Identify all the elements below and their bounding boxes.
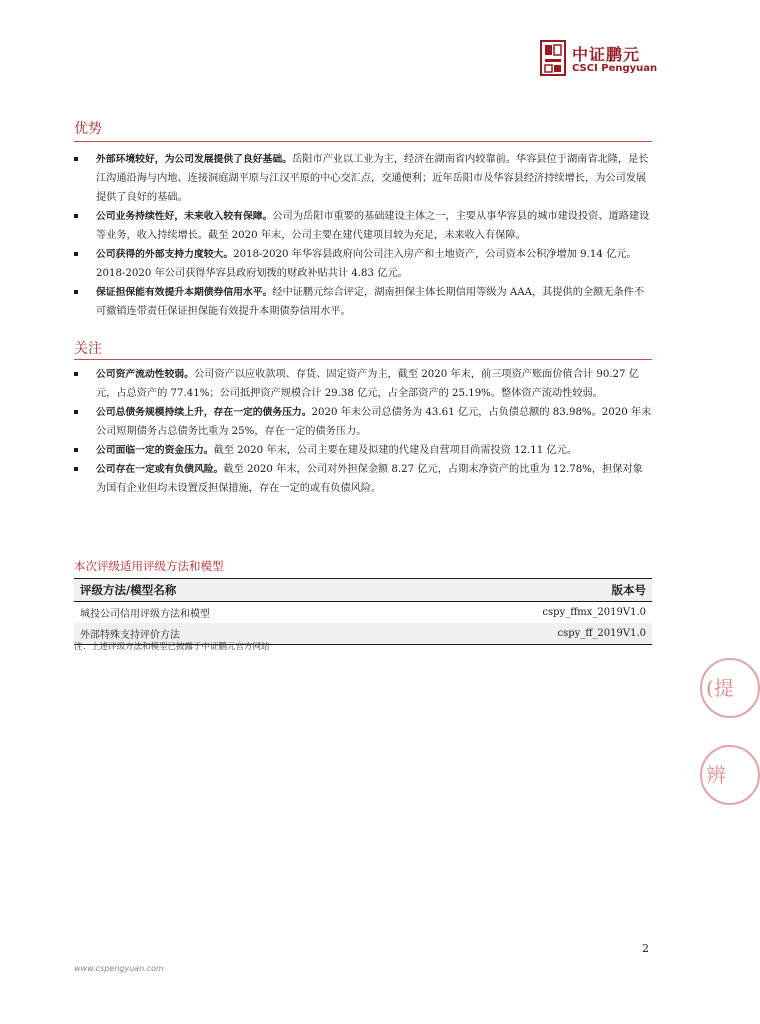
strengths-divider	[74, 141, 652, 142]
concerns-list	[74, 365, 652, 498]
list-item	[74, 283, 652, 321]
company-logo	[540, 40, 680, 80]
bullet-text: 经中证鹏元综合评定，湖南担保主体长期信用等级为 AAA，其提供的全额无条件不可撤销连带责任保证担保能有效提升本期债券信用水平。	[96, 287, 645, 317]
bullet-text: 2020 年末公司总债务为 43.61 亿元，占负债总额的 83.98%。2020 年末公司短期债务占总债务比重为 25%，存在一定的债务压力。	[96, 407, 652, 437]
logo-chinese-name: 中证鹏元	[572, 45, 641, 64]
bullet-text: 公司资产以应收款项、存货、固定资产为主，截至 2020 年末，前三项资产账面价值合计 90.27 亿元，占总资产的 77.41%；公司抵押资产规模合计 29.38 亿元，占全部资产的 25.19%。整体资产流动性较弱。	[96, 369, 639, 399]
method-version: cspy_ffmx_2019V1.0	[542, 607, 646, 618]
list-item	[74, 245, 652, 283]
footer-url: www.cspengyuan.com	[74, 964, 164, 973]
methods-header-row	[74, 579, 652, 602]
logo-english-name: CSCI Pengyuan	[572, 63, 658, 74]
strengths-heading: 优势	[74, 121, 102, 137]
seal-stamp-top: (提	[700, 658, 760, 718]
bullet-text: 截至 2020 年末，公司对外担保金额 8.27 亿元，占期末净资产的比重为 12.78%，担保对象为国有企业但均未设置反担保措施，存在一定的或有负债风险。	[96, 464, 643, 494]
concerns-heading: 关注	[74, 341, 102, 357]
col-method-name: 评级方法/模型名称	[74, 579, 393, 602]
methods-note: 注：上述评级方法和模型已披露于中证鹏元官方网站	[74, 642, 270, 652]
page-number: 2	[642, 942, 649, 955]
list-item	[74, 150, 652, 207]
logo-mark-icon	[540, 40, 566, 76]
bullet-lead: 保证担保能有效提升本期债券信用水平。	[96, 287, 273, 298]
table-row	[74, 602, 652, 624]
methods-table	[74, 578, 652, 645]
list-item	[74, 207, 652, 245]
bullet-lead: 外部环境较好，为公司发展提供了良好基础。	[96, 154, 292, 165]
method-name: 外部特殊支持评价方法	[74, 623, 393, 645]
bullet-lead: 公司面临一定的资金压力。	[96, 445, 214, 456]
bullet-lead: 公司存在一定或有负债风险。	[96, 464, 224, 475]
seal-stamp-bottom: 辨	[700, 745, 760, 805]
methods-heading: 本次评级适用评级方法和模型	[74, 559, 224, 573]
bullet-lead: 公司总债务规模持续上升，存在一定的债务压力。	[96, 407, 312, 418]
list-item	[74, 460, 652, 498]
concerns-divider	[74, 359, 652, 360]
list-item	[74, 403, 652, 441]
strengths-list	[74, 150, 652, 321]
col-version: 版本号	[393, 579, 652, 602]
bullet-lead: 公司资产流动性较弱。	[96, 369, 194, 380]
method-name: 城投公司信用评级方法和模型	[80, 609, 210, 620]
list-item	[74, 365, 652, 403]
list-item	[74, 441, 652, 460]
bullet-text: 2018-2020 年华容县政府向公司注入房产和土地资产，公司资本公积净增加 9.14 亿元。2018-2020 年公司获得华容县政府划拨的财政补贴共计 4.83 亿元。	[96, 249, 637, 279]
method-version: cspy_ff_2019V1.0	[393, 623, 652, 645]
bullet-lead: 公司获得的外部支持力度较大。	[96, 249, 234, 260]
bullet-text: 公司为岳阳市重要的基础建设主体之一，主要从事华容县的城市建设投资、道路建设等业务，收入持续增长。截至 2020 年末，公司主要在建代建项目较为充足，未来收入有保障。	[96, 211, 650, 241]
bullet-lead: 公司业务持续性好，未来收入较有保障。	[96, 211, 273, 222]
bullet-text: 岳阳市产业以工业为主，经济在湖南省内较靠前。华容县位于湖南省北隆，是长江沟通沿海与内地、连接洞庭湖平原与江汉平原的中心交汇点，交通便利；近年岳阳市及华容县经济持续增长，为公司发展提供了良好的基础。	[96, 154, 649, 203]
bullet-text: 截至 2020 年末，公司主要在建及拟建的代建及自营项目尚需投资 12.11 亿元。	[213, 445, 578, 456]
